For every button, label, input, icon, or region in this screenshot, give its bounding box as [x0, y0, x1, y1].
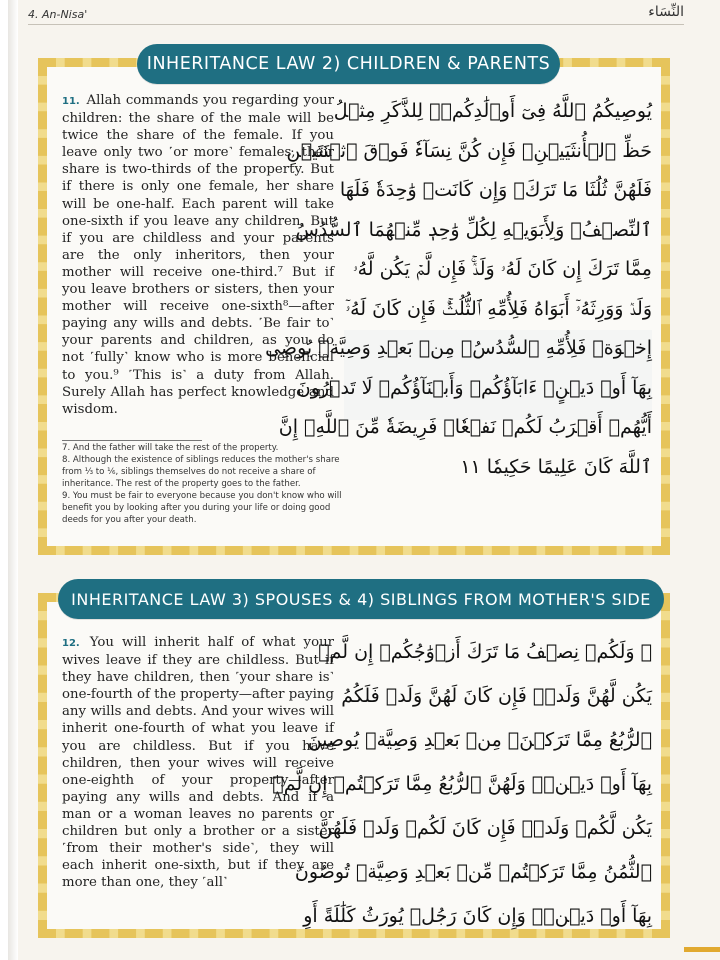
section-title-banner: INHERITANCE LAW 2) CHILDREN & PARENTS	[137, 44, 560, 84]
verse-text: Allah commands you regarding your children: the share of the male will be twice the share of the female. If you leave only two ˹or more˺ females, their share is two-thirds of the property. But if there is only one female, her share will be one-half. Each parent will take one-sixth if you leave any children. But if you are childless and your parents are the only inheritors, then your mother will receive one-third.⁷ But if you leave brothers or sisters, then your mother will receive one-sixth⁸—after paying any wills and debts. ˹Be fair to˺ your parents and children, as you do not ˹fully˺ know who is more beneficial to you.⁹ ˹This is˺ a duty from Allah. Surely Allah has perfect knowledge and wisdom.	[62, 93, 334, 417]
arabic-line: ٱللَّهَ كَانَ عَلِيمًا حَكِيمٗا ١١	[460, 455, 652, 478]
arabic-line: يُوصِيكُمُ ٱللَّهُ فِىٓ أَوۡلَٰدِكُمۡۖ لِلذَّكَرِ مِثۡلُ	[333, 100, 652, 122]
footnotes-rule	[62, 440, 202, 441]
footnote: 8. Although the existence of siblings reduces the mother's share from ⅓ to ⅙, siblings themselves do not receive a share of inheritance. The rest of the property goes to the father.	[62, 455, 340, 489]
page-gutter-shadow	[8, 0, 18, 960]
footnote: 9. You must be fair to everyone because you don't know who will benefit you by looking after you during your life or doing good deeds for you after your death.	[62, 491, 342, 525]
arabic-line: ۞ وَلَكُمۡ نِصۡفُ مَا تَرَكَ أَزۡوَٰجُكُمۡ إِن لَّمۡ	[318, 641, 652, 663]
verse-number: 11.	[62, 96, 80, 107]
arabic-line: فَلَهُنَّ ثُلُثَا مَا تَرَكَۖ وَإِن كَانَتۡ وَٰحِدَةٗ فَلَهَا	[339, 179, 652, 201]
running-head-surah-english: 4. An-Nisa'	[28, 8, 88, 21]
arabic-line: بِهَآ أَوۡ دَيۡنٍۗ ءَابَآؤُكُمۡ وَأَبۡنَآؤُكُمۡ لَا تَدۡرُونَ	[296, 376, 652, 399]
arabic-line: بِهَآ أَوۡ دَيۡنٖۗ وَإِن كَانَ رَجُلٞ يُورَثُ كَلَٰلَةً أَوِ	[303, 905, 652, 927]
running-head-surah-arabic: النِّسَاء	[648, 4, 684, 20]
arabic-line: إِخۡوَةٞ فَلِأُمِّهِ ٱلسُّدُسُۚ مِنۢ بَعۡدِ وَصِيَّةٖ يُوصِى	[265, 337, 652, 359]
arabic-line: ٱلثُّمُنُ مِمَّا تَرَكۡتُمۚ مِّنۢ بَعۡدِ وَصِيَّةٖ تُوصُونَ	[294, 861, 652, 883]
arabic-line: يَكُن لَّهُنَّ وَلَدٞۚ فَإِن كَانَ لَهُنَّ وَلَدٞ فَلَكُمُ	[341, 685, 652, 707]
arabic-line: يَكُن لَّكُمۡ وَلَدٞۚ فَإِن كَانَ لَكُمۡ وَلَدٞ فَلَهُنَّ	[318, 817, 652, 839]
footnotes	[62, 442, 352, 526]
arabic-line: أَيُّهُمۡ أَقۡرَبُ لَكُمۡ نَفۡعٗاۚ فَرِيضَةٗ مِّنَ ٱللَّهِۗ إِنَّ	[278, 416, 652, 438]
footnote: 7. And the father will take the rest of the property.	[62, 443, 279, 453]
arabic-line: بِهَآ أَوۡ دَيۡنٖۚ وَلَهُنَّ ٱلرُّبُعُ مِمَّا تَرَكۡتُمۡ إِن لَّمۡ	[272, 773, 652, 795]
arabic-line: ٱلرُّبُعُ مِمَّا تَرَكۡنَۚ مِنۢ بَعۡدِ وَصِيَّةٖ يُوصِينَ	[307, 729, 652, 751]
page-edge-tab	[684, 947, 720, 952]
section-title-banner: INHERITANCE LAW 3) SPOUSES & 4) SIBLINGS FROM MOTHER'S SIDE	[58, 579, 664, 619]
arabic-line: حَظِّ ٱلۡأُنثَيَيۡنِۚ فَإِن كُنَّ نِسَآءٗ فَوۡقَ ٱثۡنَتَيۡنِ	[286, 139, 652, 162]
arabic-line: وَلَدٞ وَوَرِثَهُۥٓ أَبَوَاهُ فَلِأُمِّهِ ٱلثُّلُثُۚ فَإِن كَانَ لَهُۥٓ	[345, 297, 652, 320]
arabic-line: مِمَّا تَرَكَ إِن كَانَ لَهُۥ وَلَدٞۚ فَإِن لَّمۡ يَكُن لَّهُۥ	[352, 258, 652, 280]
verse-text: You will inherit half of what your wives leave if they are childless. But if they have children, then ˹your share is˺ one-fourth of the property—after paying any wills and debts. And your wives will inherit one-fourth of what you leave if you are childless. But if you have children, then your wives will receive one-eighth of your property—after paying any wills and debts. And if a man or a woman leaves no parents or children but only a brother or a sister ˹from their mother's side˺, they will each inherit one-sixth, but if they are more than one, they ˹all˺	[62, 635, 334, 891]
verse-number: 12.	[62, 638, 80, 649]
arabic-line: ٱلنِّصۡفُۚ وَلِأَبَوَيۡهِ لِكُلِّ وَٰحِدٖ مِّنۡهُمَا ٱلسُّدُسُ	[295, 218, 652, 241]
arabic-text-column	[272, 630, 652, 938]
arabic-text-column	[265, 92, 652, 487]
header-rule	[28, 24, 684, 25]
